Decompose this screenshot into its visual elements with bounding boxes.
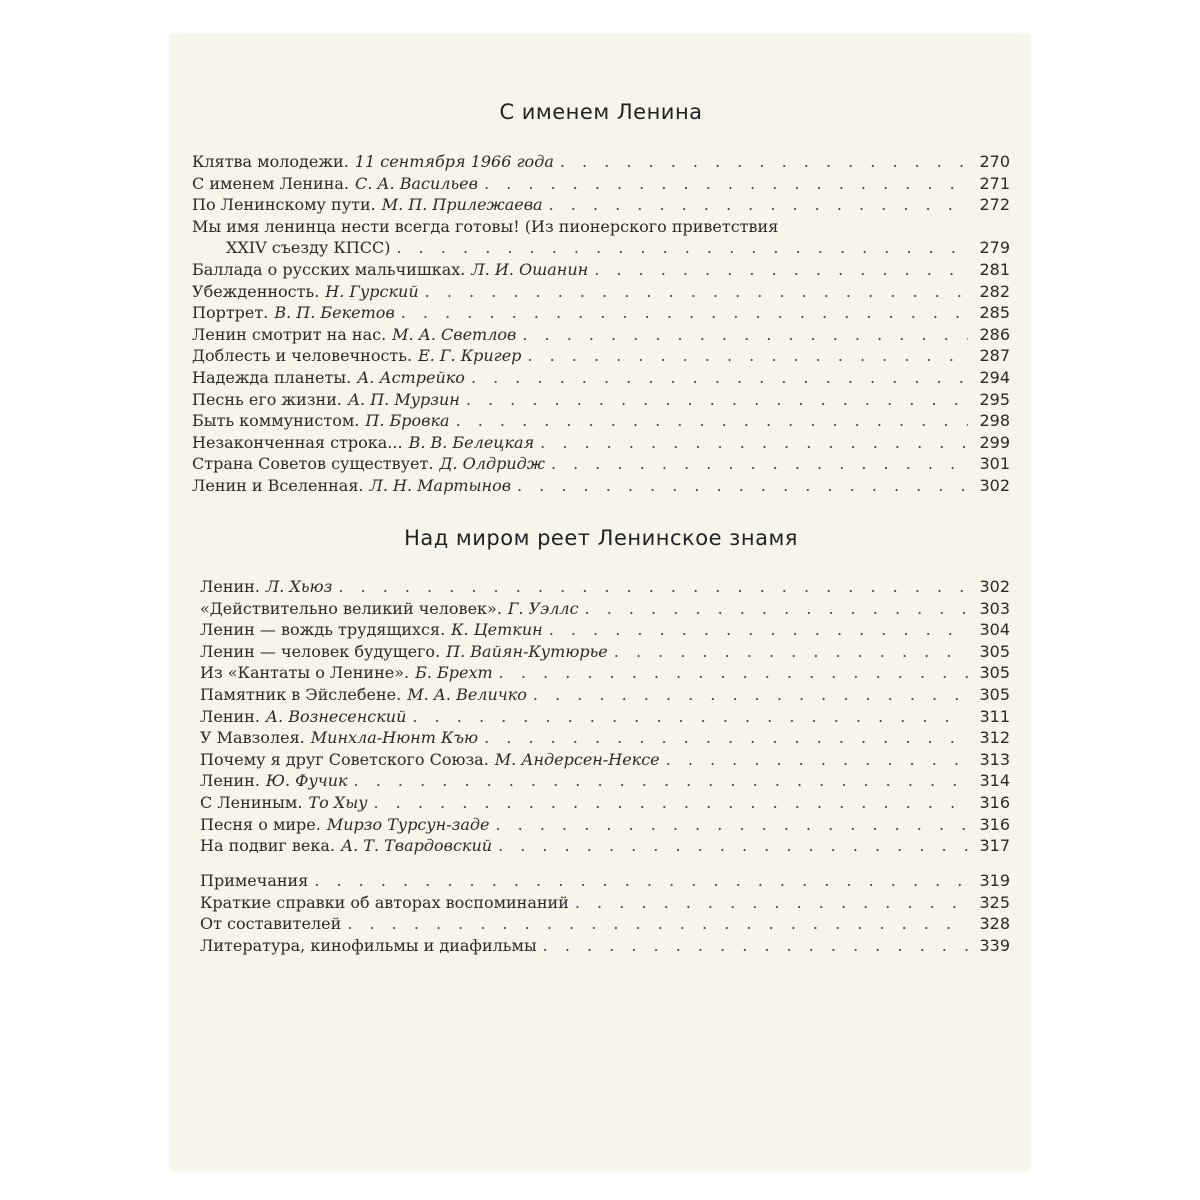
- toc-appendix: [200, 870, 1010, 956]
- entry-author: Минхла-Нюнт Къю: [310, 728, 479, 748]
- page-number: 305: [979, 684, 1010, 704]
- entry-title: Краткие справки об авторах воспоминаний: [200, 892, 569, 912]
- page-number: 325: [979, 892, 1010, 912]
- entry-author: Л. И. Ошанин: [471, 259, 589, 279]
- entry-author: Л. Хьюз: [265, 577, 333, 596]
- entry-title: Ленин смотрит на нас.: [192, 324, 387, 344]
- page-number: 272: [979, 195, 1010, 215]
- page-number: 286: [979, 324, 1010, 344]
- page-number: 271: [979, 173, 1010, 193]
- dot-leader: [499, 662, 968, 684]
- entry-title: Памятник в Эйслебене.: [200, 684, 402, 704]
- dot-leader: [549, 194, 968, 216]
- entry-author: Г. Уэллс: [507, 598, 579, 618]
- dot-leader: [374, 792, 969, 814]
- dot-leader: [314, 870, 968, 892]
- entry-author: Н. Гурский: [325, 281, 419, 301]
- page-number: 314: [979, 771, 1010, 791]
- toc-entry: [200, 684, 1010, 706]
- dot-leader: [614, 641, 968, 663]
- page-number: 294: [979, 367, 1010, 387]
- dot-leader: [397, 237, 969, 259]
- toc-entry-line: [192, 216, 1010, 238]
- section-title-2: Над миром реет Ленинское знамя: [404, 526, 798, 550]
- entry-title: Песнь его жизни.: [192, 389, 342, 409]
- page-number: 304: [979, 620, 1010, 640]
- entry-author: М. А. Светлов: [392, 324, 517, 344]
- entry-title: Ленин.: [200, 771, 260, 791]
- page-number: 305: [979, 641, 1010, 661]
- dot-leader: [666, 749, 968, 771]
- entry-author: В. В. Белецкая: [408, 432, 535, 452]
- entry-title: С Лениным.: [200, 792, 303, 812]
- entry-author: М. П. Прилежаева: [381, 195, 543, 215]
- toc-entry: [192, 453, 1010, 475]
- entry-author: А. Вознесенский: [265, 706, 407, 726]
- entry-author: Е. Г. Кригер: [418, 346, 522, 366]
- entry-author: Л. Н. Мартынов: [369, 475, 512, 495]
- toc-entry: [192, 432, 1010, 454]
- dot-leader: [498, 835, 968, 857]
- dot-leader: [347, 913, 968, 935]
- dot-leader: [533, 684, 968, 706]
- entry-author: К. Цеткин: [451, 620, 543, 640]
- entry-title: Почему я друг Советского Союза.: [200, 749, 489, 769]
- page-number: 303: [979, 598, 1010, 618]
- entry-author: Ю. Фучик: [265, 771, 348, 791]
- dot-leader: [471, 367, 968, 389]
- page-number: 302: [979, 475, 1010, 495]
- dot-leader: [456, 410, 968, 432]
- entry-title: Баллада о русских мальчишках.: [192, 259, 466, 279]
- entry-title: Быть коммунистом.: [192, 411, 360, 431]
- entry-title: Примечания: [200, 871, 309, 890]
- page-number: 312: [979, 728, 1010, 748]
- toc-section-1: [192, 151, 1010, 497]
- page-number: 295: [979, 389, 1010, 409]
- dot-leader: [338, 576, 968, 598]
- book-page: [170, 34, 1030, 1170]
- dot-leader: [543, 935, 968, 957]
- toc-entry: [200, 835, 1010, 857]
- toc-entry: [200, 598, 1010, 620]
- entry-author: А. Астрейко: [357, 367, 465, 387]
- entry-title: Доблесть и человечность.: [192, 346, 413, 366]
- entry-title: Клятва молодежи.: [192, 152, 349, 171]
- toc-entry: [192, 281, 1010, 303]
- dot-leader: [484, 173, 968, 195]
- entry-title: На подвиг века.: [200, 836, 335, 856]
- toc-entry: [200, 892, 1010, 914]
- dot-leader: [560, 151, 968, 173]
- entry-author: Б. Брехт: [415, 663, 493, 683]
- page-number: 298: [979, 411, 1010, 431]
- dot-leader: [575, 892, 968, 914]
- dot-leader: [585, 598, 968, 620]
- entry-title: С именем Ленина.: [192, 173, 350, 193]
- dot-leader: [401, 302, 968, 324]
- section-title-1: С именем Ленина: [499, 100, 703, 124]
- entry-title: Ленин — человек будущего.: [200, 641, 441, 661]
- dot-leader: [484, 727, 968, 749]
- toc-entry: [200, 662, 1010, 684]
- page-number: 339: [979, 935, 1010, 955]
- dot-leader: [496, 814, 969, 836]
- entry-title: Из «Кантаты о Ленине».: [200, 663, 410, 683]
- page-number: 328: [979, 914, 1010, 934]
- toc-entry: [200, 870, 1010, 892]
- page-number: 317: [979, 836, 1010, 856]
- toc-section-2: [200, 576, 1010, 857]
- entry-author: Д. Олдридж: [439, 454, 545, 474]
- page-number: 299: [979, 432, 1010, 452]
- dot-leader: [549, 619, 968, 641]
- dot-leader: [540, 432, 968, 454]
- toc-entry: [192, 194, 1010, 216]
- entry-title: Песня о мире.: [200, 814, 321, 834]
- entry-title: Ленин.: [200, 577, 260, 596]
- entry-title: Литература, кинофильмы и диафильмы: [200, 935, 537, 955]
- dot-leader: [527, 345, 968, 367]
- page-number: 313: [979, 749, 1010, 769]
- entry-title: По Ленинскому пути.: [192, 195, 376, 215]
- entry-title: Ленин и Вселенная.: [192, 475, 364, 495]
- toc-entry: [192, 302, 1010, 324]
- entry-title: У Мавзолея.: [200, 728, 305, 748]
- entry-author: 11 сентября 1966 года: [354, 152, 554, 171]
- entry-title: Незаконченная строка...: [192, 432, 403, 452]
- page-number: 285: [979, 303, 1010, 323]
- dot-leader: [466, 389, 968, 411]
- toc-entry: [192, 389, 1010, 411]
- toc-entry: [192, 367, 1010, 389]
- page-number: 279: [979, 238, 1010, 258]
- entry-title: Портрет.: [192, 303, 269, 323]
- toc-entry: [192, 475, 1010, 497]
- dot-leader: [522, 324, 968, 346]
- dot-leader: [425, 281, 968, 303]
- toc-entry: [200, 576, 1010, 598]
- toc-entry: [192, 151, 1010, 173]
- toc-entry: [192, 345, 1010, 367]
- toc-entry: [200, 792, 1010, 814]
- entry-author: С. А. Васильев: [355, 173, 478, 193]
- toc-entry: [200, 727, 1010, 749]
- toc-entry: [200, 814, 1010, 836]
- dot-leader: [354, 770, 968, 792]
- dot-leader: [594, 259, 968, 281]
- toc-entry: [192, 324, 1010, 346]
- entry-title: Мы имя ленинца нести всегда готовы! (Из пионерского приветствия: [192, 216, 779, 236]
- dot-leader: [517, 475, 968, 497]
- entry-title: Страна Советов существует.: [192, 454, 434, 474]
- entry-title: Убежденность.: [192, 281, 320, 301]
- entry-author: П. Бровка: [365, 411, 450, 431]
- toc-entry: [200, 619, 1010, 641]
- entry-title: Надежда планеты.: [192, 367, 352, 387]
- page-number: 311: [979, 706, 1010, 726]
- page-number: 316: [979, 792, 1010, 812]
- toc-entry: [200, 913, 1010, 935]
- entry-title: «Действительно великий человек».: [200, 598, 502, 618]
- entry-author: П. Вайян-Кутюрье: [446, 641, 608, 661]
- toc-entry: [192, 237, 1010, 259]
- page-number: 316: [979, 814, 1010, 834]
- page-number: 305: [979, 663, 1010, 683]
- entry-author: А. Т. Твардовский: [340, 836, 493, 856]
- page-number: 270: [979, 152, 1010, 171]
- entry-title-continued: XXIV съезду КПСС): [226, 238, 391, 258]
- toc-entry: [200, 749, 1010, 771]
- toc-entry: [200, 770, 1010, 792]
- entry-title: От составителей: [200, 914, 342, 934]
- toc-entry: [192, 410, 1010, 432]
- entry-author: М. А. Величко: [407, 684, 527, 704]
- entry-author: М. Андерсен-Нексе: [494, 749, 660, 769]
- entry-title: Ленин — вождь трудящихся.: [200, 620, 446, 640]
- page-number: 302: [979, 577, 1010, 596]
- dot-leader: [551, 453, 968, 475]
- entry-author: В. П. Бекетов: [274, 303, 395, 323]
- entry-author: А. П. Мурзин: [347, 389, 460, 409]
- entry-title: Ленин.: [200, 706, 260, 726]
- page-number: 319: [979, 871, 1010, 890]
- page-number: 301: [979, 454, 1010, 474]
- page-number: 281: [979, 259, 1010, 279]
- page-number: 282: [979, 281, 1010, 301]
- toc-entry: [192, 173, 1010, 195]
- dot-leader: [412, 706, 968, 728]
- toc-entry: [192, 259, 1010, 281]
- toc-entry: [200, 641, 1010, 663]
- toc-entry: [200, 935, 1010, 957]
- toc-entry: [200, 706, 1010, 728]
- page-number: 287: [979, 346, 1010, 366]
- entry-author: То Хыу: [308, 792, 368, 812]
- entry-author: Мирзо Турсун-заде: [326, 814, 490, 834]
